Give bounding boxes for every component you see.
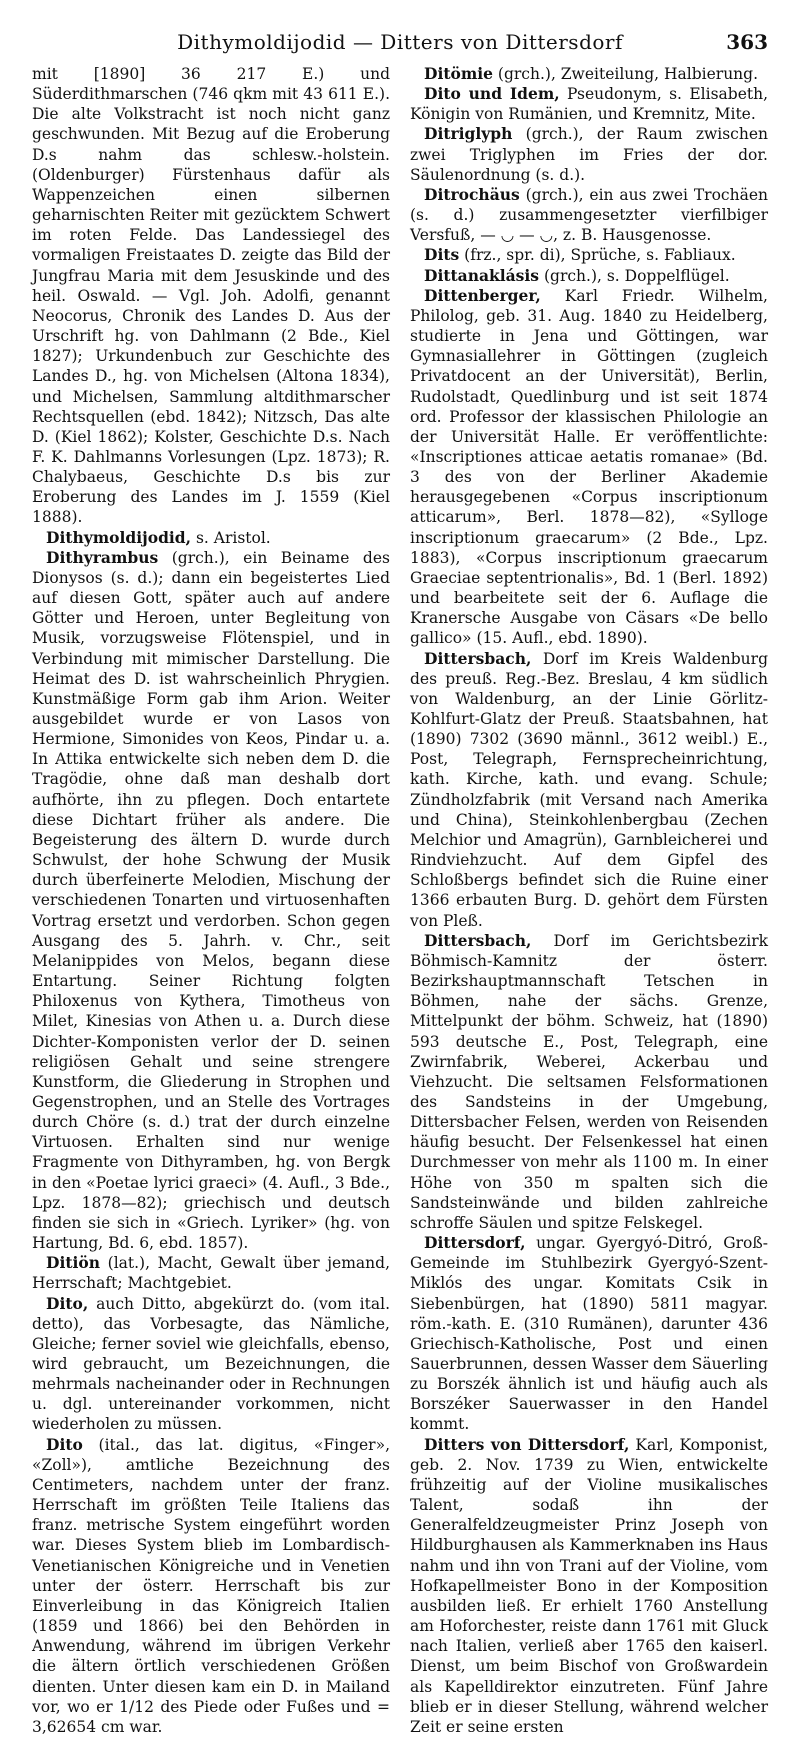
entry-text: (ital., das lat. digitus, «Finger», «Zoll»), amtliche Bezeichnung des Centimeters, nachdem unter der franz. Herrschaft im größten Teile Italiens das franz. metrische System eingeführt worden war. Dieses System blieb im Lombardisch-Venetianischen Königreiche und in Venetien unter der österr. Herrschaft bis zur Einverleibung in das Königreich Italien (1859 und 1866) bei den Behörden in Anwendung, während im übrigen Verkehr die ältern örtlich verschiedenen Größen dienten. Unter diesen kam ein D. in Mailand vor, wo er 1/12 des Piede oder Fußes und = 3,62654 cm war. — [32, 1435, 390, 1736]
entry-continuation — [32, 64, 390, 528]
entry-text: Karl, Komponist, geb. 2. Nov. 1739 zu Wien, entwickelte frühzeitig auf der Violine musikalisches Talent, sodaß ihn der Generalfeldzeugmeister Prinz Joseph von Hildburghausen als Kammerknaben ins Haus nahm und ihn von Trani auf der Violine, vom Hofkapellmeister Bono in der Komposition ausbilden ließ. Er erhielt 1760 Anstellung am Hoforchester, reiste dann 1761 mit Gluck nach Italien, verließ aber 1765 den kaiserl. Dienst, um beim Bischof von Großwardein als Kapelldirektor einzutreten. Fünf Jahre blieb er in dieser Stellung, während welcher Zeit er seine ersten — [410, 1435, 769, 1736]
entry-text: s. Aristol. — [195, 528, 271, 547]
entry-headword: Ditömie — [424, 64, 493, 83]
entry-text: Dorf im Kreis Waldenburg des preuß. Reg.-Bez. Breslau, 4 km südlich von Waldenburg, an der Linie Görlitz-Kohlfurt-Glatz der Preuß. Staatsbahnen, hat (1890) 7302 (3690 männl., 3612 weibl.) E., Post, Telegraph, Fernsprecheinrichtung, kath. Kirche, kath. und evang. Schule; Zündholzfabrik (mit Versand nach Amerika und China), Steinkohlenbergbau (Zechen Melchior und Amagrün), Garnbleicherei und Rindviehzucht. Auf dem Gipfel des Schloßbergs befindet sich die Ruine einer 1366 erbauten Burg. D. gehört dem Fürsten von Pleß. — [410, 649, 768, 930]
dictionary-entry — [410, 1435, 768, 1737]
dictionary-entry — [410, 649, 768, 931]
text-columns — [32, 64, 768, 1737]
entry-headword: Ditiön — [46, 1253, 100, 1273]
dictionary-entry — [32, 548, 390, 1253]
entry-text: Dorf im Gerichtsbezirk Böhmisch-Kamnitz der österr. Bezirkshauptmannschaft Tetschen in Böhmen, nahe der sächs. Grenze, Mittelpunkt der böhm. Schweiz, hat (1890) 593 deutsche E., Post, Telegraph, eine Zwirnfabrik, Weberei, Ackerbau und Viehzucht. Die seltsamen Felsformationen des Sandsteins in der Umgebung, Dittersbacher Felsen, werden von Reisenden häufig besucht. Der Felsenkessel hat einen Durchmesser von mehr als 1100 m. In einer Höhe von 350 m spalten sich die Sandsteinwände und bilden zahlreiche schroffe Säulen und spitze Felskegel. — [410, 931, 768, 1232]
entry-headword: Ditriglyph — [424, 124, 513, 144]
dictionary-entry — [410, 1233, 768, 1435]
right-column — [410, 64, 768, 1737]
entry-headword: Dito und Idem, — [424, 84, 560, 104]
entry-headword: Ditrochäus — [424, 184, 520, 204]
entry-text: (grch.), Zweiteilung, Halbierung. — [497, 65, 759, 83]
entry-text: (lat.), Macht, Gewalt über jemand, Herrschaft; Machtgebiet. — [32, 1254, 390, 1293]
page-header — [32, 30, 768, 60]
entry-text: Pseudonym, s. Elisabeth, Königin von Rumänien, und Kremnitz, Mite. — [410, 85, 769, 124]
entry-text: Karl Friedr. Wilhelm, Philolog, geb. 31. Aug. 1840 zu Heidelberg, studierte in Jena und Göttingen, war Gymnasiallehrer in Göttingen (zugleich Privatdocent an der Universität), Berlin, Rudolstadt, Quedlinburg und ist seit 1874 ord. Professor der klassischen Philologie an der Universität Halle. Er veröffentlichte: «Inscriptiones atticae aetatis romanae» (Bd. 3 des von der Berliner Akademie herausgegebenen «Corpus inscriptionum atticarum», Berl. 1878—82), «Sylloge inscriptionum graecarum» (2 Bde., Lpz. 1883), «Corpus inscriptionum graecarum Graeciae septentrionalis», Bd. 1 (Berl. 1892) und bearbeitete seit der 6. Auflage die Kranersche Ausgabe von Cäsars «De bello gallico» (15. Aufl., ebd. 1890). — [410, 286, 768, 648]
page-number: 363 — [726, 30, 768, 54]
dictionary-entry — [32, 1294, 390, 1435]
dictionary-entry — [32, 1435, 390, 1737]
dictionary-entry — [410, 185, 768, 245]
entry-headword: Dittenberger, — [424, 285, 541, 305]
entry-text: auch Ditto, abgekürzt do. (vom ital. detto), das Vorbesagte, das Nämliche, Gleiche; ferner soviel wie gleichfalls, ebenso, wird gebraucht, um Bezeichnungen, die mehrmals nacheinander oder in Rechnungen u. dgl. untereinander vorkommen, nicht wiederholen zu müssen. — [32, 1294, 390, 1434]
dictionary-entry — [32, 528, 390, 548]
dictionary-entry — [410, 286, 768, 649]
dictionary-entry — [410, 266, 768, 286]
entry-headword: Dittersbach, — [424, 930, 532, 950]
running-head: Dithymoldijodid — Ditters von Dittersdorf — [177, 30, 623, 54]
dictionary-entry — [32, 1253, 390, 1293]
entry-headword: Dits — [424, 245, 460, 265]
dictionary-entry — [410, 931, 768, 1233]
left-column — [32, 64, 390, 1737]
entry-text: (grch.), der Raum zwischen zwei Triglyphen im Fries der dor. Säulenordnung (s. d.). — [410, 125, 768, 184]
entry-text: mit [1890] 36 217 E.) und Süderdithmarschen (746 qkm mit 43 611 E.). Die alte Volkstracht ist noch nicht ganz geschwunden. Mit Bezug auf die Eroberung D.s nahm das schlesw.-holstein. (Oldenburger) Fürstenhaus dafür als Wappenzeichen einen silbernen geharnischten Reiter mit gezücktem Schwert im roten Felde. Das Landessiegel des vormaligen Freistaates D. zeigte das Bild der Jungfrau Maria mit dem Jesuskinde und des heil. Oswald. — Vgl. Joh. Adolfi, genannt Neocorus, Chronik des Landes D. Aus der Urschrift hg. von Dahlmann (2 Bde., Kiel 1827); Urkundenbuch zur Geschichte des Landes D., hg. von Michelsen (Altona 1834), und Michelsen, Sammlung altdithmarscher Rechtsquellen (ebd. 1842); Nitzsch, Das alte D. (Kiel 1862); Kolster, Geschichte D.s. Nach F. K. Dahlmanns Vorlesungen (Lpz. 1873); R. Chalybaeus, Geschichte D.s bis zur Eroberung des Landes im J. 1559 (Kiel 1888). — [32, 65, 390, 527]
entry-headword: Dito — [46, 1434, 83, 1454]
dictionary-entry — [410, 245, 768, 265]
entry-headword: Dithyrambus — [46, 547, 159, 567]
entry-headword: Ditters von Dittersdorf, — [424, 1434, 630, 1454]
entry-headword: Dittanaklásis — [424, 265, 540, 285]
entry-text: (grch.), ein Beiname des Dionysos (s. d.); dann ein begeistertes Lied auf diesen Gott, später auch auf andere Götter und Heroen, unter Begleitung von Musik, vorzugsweise Flötenspiel, und in Verbindung mit mimischer Darstellung. Die Heimat des D. ist wahrscheinlich Phrygien. Kunstmäßige Form gab ihm Arion. Weiter ausgebildet wurde er von Lasos von Hermione, Simonides von Keos, Pindar u. a. In Attika entwickelte sich neben dem D. die Tragödie, ohne daß man deshalb dort aufhörte, ihn zu pflegen. Doch entartete diese Dichtart früher als andere. Die Begeisterung des ältern D. wurde durch Schwulst, der hohe Schwung der Musik durch überfeinerte Melodien, Mischung der verschiedenen Tonarten und virtuosenhaften Vortrag ersetzt und verdorben. Schon gegen Ausgang des 5. Jahrh. v. Chr., seit Melanippides von Melos, begann diese Entartung. Seiner Richtung folgten Philoxenus von Kythera, Timotheus von Milet, Kinesias von Athen u. a. Durch diese Dichter-Komponisten verlor der D. seinen religiösen Gehalt und seine strengere Kunstform, die Gliederung in Strophen und Gegenstrophen, und an Stelle des Vortrages durch Chöre (s. d.) trat der durch einzelne Virtuosen. Erhalten sind nur wenige Fragmente von Dithyramben, hg. von Bergk in den «Poetae lyrici graeci» (4. Aufl., 3 Bde., Lpz. 1878—82); griechisch und deutsch finden sie sich in «Griech. Lyriker» (hg. von Hartung, Bd. 6, ebd. 1857). — [32, 548, 390, 1253]
dictionary-entry — [410, 64, 768, 84]
dictionary-entry — [410, 84, 768, 124]
entry-text: (frz., spr. di), Sprüche, s. Fabliaux. — [464, 246, 736, 265]
entry-headword: Dittersdorf, — [424, 1233, 526, 1253]
dictionary-entry — [410, 124, 768, 184]
entry-headword: Dithymoldijodid, — [46, 527, 192, 547]
entry-headword: Dito, — [46, 1293, 89, 1313]
entry-text: (grch.), ein aus zwei Trochäen (s. d.) zusammengesetzter vierfilbiger Versfuß, — ◡ — ◡, z. B. Hausgenosse. — [410, 185, 768, 245]
entry-text: ungar. Gyergyó-Ditró, Groß-Gemeinde im Stuhlbezirk Gyergyó-Szent-Miklós des ungar. Komitats Csik in Siebenbürgen, hat (1890) 5811 magyar. röm.-kath. E. (310 Rumänen), darunter 436 Griechisch-Katholische, Post und einen Sauerbrunnen, dessen Wasser dem Säuerling zu Borszék ähnlich ist und häufig auch als Borszéker Sauerwasser in den Handel kommt. — [410, 1234, 769, 1434]
entry-headword: Dittersbach, — [424, 648, 532, 668]
entry-text: (grch.), s. Doppelflügel. — [543, 266, 730, 285]
